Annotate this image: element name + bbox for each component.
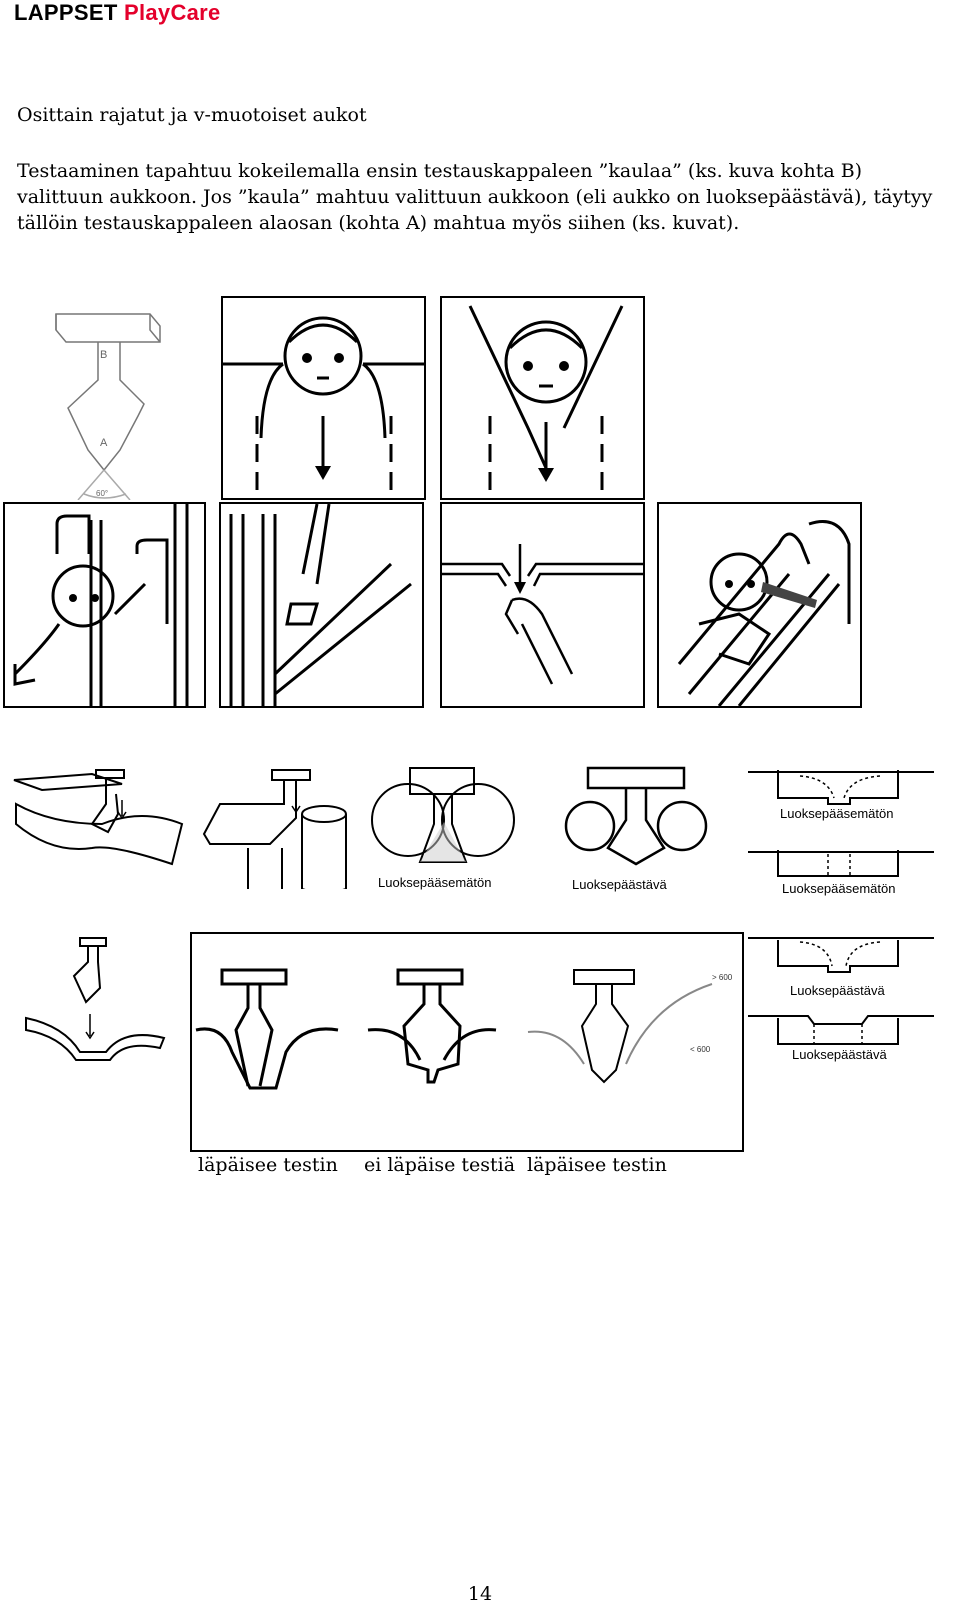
drawing-probe-in-opening-2 bbox=[200, 764, 350, 889]
pictogram-head-v-opening bbox=[440, 296, 645, 500]
drawing-probe-between-circles-accessible bbox=[562, 764, 712, 894]
label-inaccessible-3: Luoksepääsemätön bbox=[782, 881, 896, 896]
test-probe-figure bbox=[48, 300, 218, 500]
pictogram-hand-gap bbox=[440, 502, 645, 708]
pictogram-head-gap bbox=[221, 296, 426, 500]
label-accessible-3: Luoksepäästävä bbox=[792, 1047, 887, 1062]
drawing-probe-in-opening-1 bbox=[12, 764, 186, 884]
drawing-slots-inaccessible bbox=[748, 764, 934, 894]
drawing-slots-accessible bbox=[748, 932, 934, 1067]
caption-fails: ei läpäise testiä bbox=[364, 1154, 516, 1176]
pictogram-foot-opening bbox=[219, 502, 424, 708]
label-accessible-1: Luoksepäästävä bbox=[572, 877, 667, 892]
test-examples-panel bbox=[190, 932, 744, 1152]
label-accessible-2: Luoksepäästävä bbox=[790, 983, 885, 998]
label-inaccessible-2: Luoksepääsemätön bbox=[780, 806, 894, 821]
brand-name-playcare: PlayCare bbox=[123, 0, 221, 25]
caption-passes-1: läpäisee testin bbox=[198, 1154, 338, 1176]
caption-passes-2: läpäisee testin bbox=[527, 1154, 667, 1176]
label-inaccessible-1: Luoksepääsemätön bbox=[378, 875, 492, 890]
body-paragraph: Testaaminen tapahtuu kokeilemalla ensin testauskappaleen ”kaulaa” (ks. kuva kohta B) valittuun aukkoon. Jos ”kaula” mahtuu valittuun aukkoon (eli aukko on luoksepäästävä), täytyy tällöin testauskappaleen alaosan (kohta A) mahtua myös siihen (ks. kuvat). bbox=[17, 160, 933, 234]
section-heading: Osittain rajatut ja v-muotoiset aukot bbox=[17, 104, 367, 126]
brand-logo bbox=[14, 0, 221, 26]
drawing-probe-insertion bbox=[24, 932, 174, 1074]
brand-name-lappset: LAPPSET bbox=[14, 0, 118, 25]
probe-label-b: B bbox=[100, 349, 108, 361]
pictogram-child-slide-strangle bbox=[657, 502, 862, 708]
pictogram-child-ladder bbox=[3, 502, 206, 708]
dim-label-upper: > 600 bbox=[712, 973, 733, 982]
probe-label-a: A bbox=[100, 437, 108, 449]
page-number: 14 bbox=[467, 1583, 493, 1605]
dim-label-lower: < 600 bbox=[690, 1045, 711, 1054]
probe-angle-label: 60° bbox=[96, 489, 109, 498]
drawing-probe-between-cylinders-inaccessible bbox=[368, 762, 518, 894]
